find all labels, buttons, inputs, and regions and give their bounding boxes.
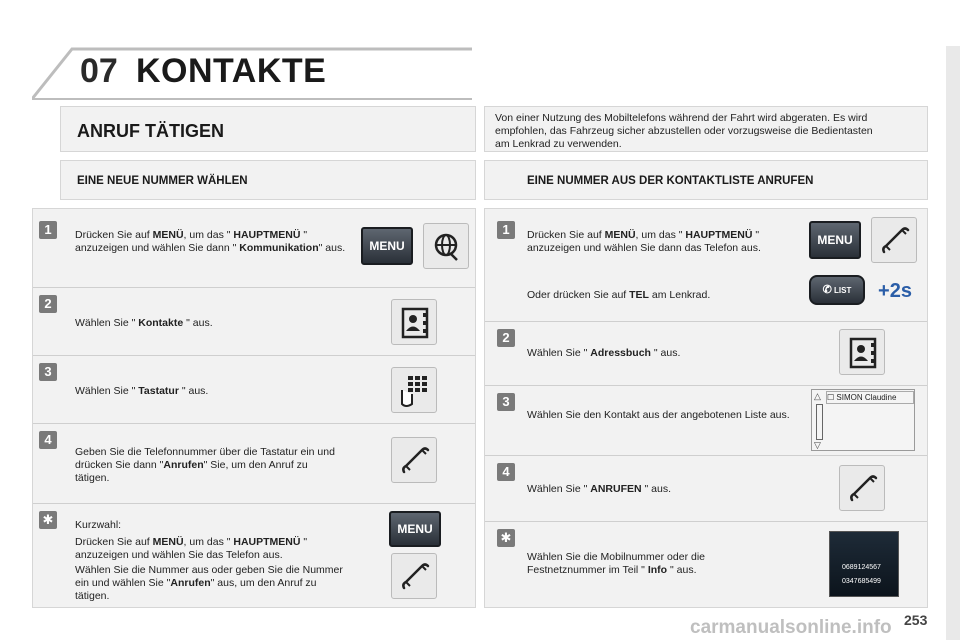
address-book-tile[interactable]: [839, 329, 885, 375]
step-text: Wählen Sie " Kontakte " aus.: [75, 317, 213, 329]
step-badge: 3: [497, 393, 515, 411]
scroll-up-icon[interactable]: △: [814, 391, 821, 401]
phone-handset-icon: [392, 438, 438, 484]
step-text: Geben Sie die Telefonnummer über die Tastatur ein und drücken Sie dann "Anrufen" Sie, um den Anruf zu tätigen.: [75, 446, 335, 484]
tip-text: Kurzwahl: Drücken Sie auf MENÜ, um das " HAUPTMENÜ " anzuzeigen und wählen Sie das Telefon aus. Wählen Sie die Nummer aus oder geben Sie die Nummer ein und wählen Sie "Anrufen" aus, um den Anruf zu tätigen.: [75, 519, 343, 602]
tip-bulb-icon: ✱: [39, 511, 57, 529]
menu-button[interactable]: MENU: [361, 227, 413, 265]
divider: [33, 503, 475, 504]
divider: [485, 385, 927, 386]
phone-small-icon: ✆: [822, 284, 832, 296]
step-badge: 4: [497, 463, 515, 481]
warning-text: Von einer Nutzung des Mobiltelefons während der Fahrt wird abgeraten. Es wird empfohlen, das Fahrzeug sicher abzustellen oder vorzugsweise die Bedientasten am Lenkrad zu verwenden.: [495, 112, 873, 150]
step-text: Drücken Sie auf MENÜ, um das " HAUPTMENÜ " anzuzeigen und wählen Sie dann " Kommunikation" aus.: [75, 229, 346, 254]
step-text: Wählen Sie " ANRUFEN " aus.: [527, 483, 672, 495]
call-tile[interactable]: [391, 553, 437, 599]
step-badge: 3: [39, 363, 57, 381]
scroll-down-icon[interactable]: ▽: [814, 440, 821, 450]
list-steering-button[interactable]: [809, 275, 865, 305]
step-text: Wählen Sie den Kontakt aus der angebotenen Liste aus.: [527, 409, 790, 421]
contacts-book-icon: [392, 300, 438, 346]
keypad-icon: [392, 368, 438, 414]
info-screen-number: 0689124567: [842, 564, 881, 571]
divider: [485, 455, 927, 456]
divider: [485, 321, 927, 322]
menu-button[interactable]: MENU: [389, 511, 441, 547]
info-screen-number: 0347685499: [842, 578, 881, 585]
call-tile[interactable]: [391, 437, 437, 483]
step-text: Wählen Sie " Adressbuch " aus.: [527, 347, 681, 359]
divider: [33, 423, 475, 424]
step-badge: 4: [39, 431, 57, 449]
chapter-title: KONTAKTE: [136, 52, 327, 90]
scrollbar[interactable]: [816, 404, 823, 440]
right-section-title: EINE NUMMER AUS DER KONTAKTLISTE ANRUFEN: [527, 175, 814, 187]
phone-handset-icon: [840, 466, 886, 512]
divider: [33, 355, 475, 356]
keypad-tile[interactable]: [391, 367, 437, 413]
right-section-box: [484, 160, 928, 200]
side-bar: [946, 46, 960, 640]
list-button-label: LIST: [834, 286, 852, 295]
title-box: [60, 106, 476, 152]
phone-handset-icon: [872, 218, 918, 264]
watermark: carmanualsonline.info: [690, 617, 892, 638]
step-badge: 1: [39, 221, 57, 239]
left-section-title: EINE NEUE NUMMER WÄHLEN: [77, 175, 248, 187]
phone-handset-icon: [392, 554, 438, 600]
plus-2s-indicator: +2s: [878, 280, 912, 302]
divider: [485, 521, 927, 522]
chapter-number: 07: [80, 52, 118, 90]
phone-tile[interactable]: [871, 217, 917, 263]
contacts-tile[interactable]: [391, 299, 437, 345]
globe-icon: [424, 224, 470, 270]
call-tile[interactable]: [839, 465, 885, 511]
warning-box: [484, 106, 928, 152]
step-badge: 2: [39, 295, 57, 313]
right-steps-box: [484, 208, 928, 608]
step-badge: 1: [497, 221, 515, 239]
page-number: 253: [904, 612, 928, 628]
contact-list-entry[interactable]: ☐ SIMON Claudine: [826, 391, 914, 404]
step-text: Drücken Sie auf MENÜ, um das " HAUPTMENÜ " anzuzeigen und wählen Sie dann das Telefon aus.: [527, 229, 761, 254]
contacts-book-icon: [840, 330, 886, 376]
tip-text: Wählen Sie die Mobilnummer oder die Festnetznummer im Teil " Info " aus.: [527, 551, 706, 576]
step-text-alt: Oder drücken Sie auf TEL am Lenkrad.: [527, 289, 711, 301]
communication-globe-tile[interactable]: [423, 223, 469, 269]
left-section-box: [60, 160, 476, 200]
phone-small-icon: ☐: [827, 393, 835, 402]
divider: [33, 287, 475, 288]
step-badge: 2: [497, 329, 515, 347]
section-main-title: ANRUF TÄTIGEN: [77, 121, 224, 141]
info-screen[interactable]: [829, 531, 899, 597]
tip-bulb-icon: ✱: [497, 529, 515, 547]
contact-list-screen[interactable]: [811, 389, 915, 451]
step-text: Wählen Sie " Tastatur " aus.: [75, 385, 209, 397]
left-steps-box: [32, 208, 476, 608]
menu-button[interactable]: MENU: [809, 221, 861, 259]
